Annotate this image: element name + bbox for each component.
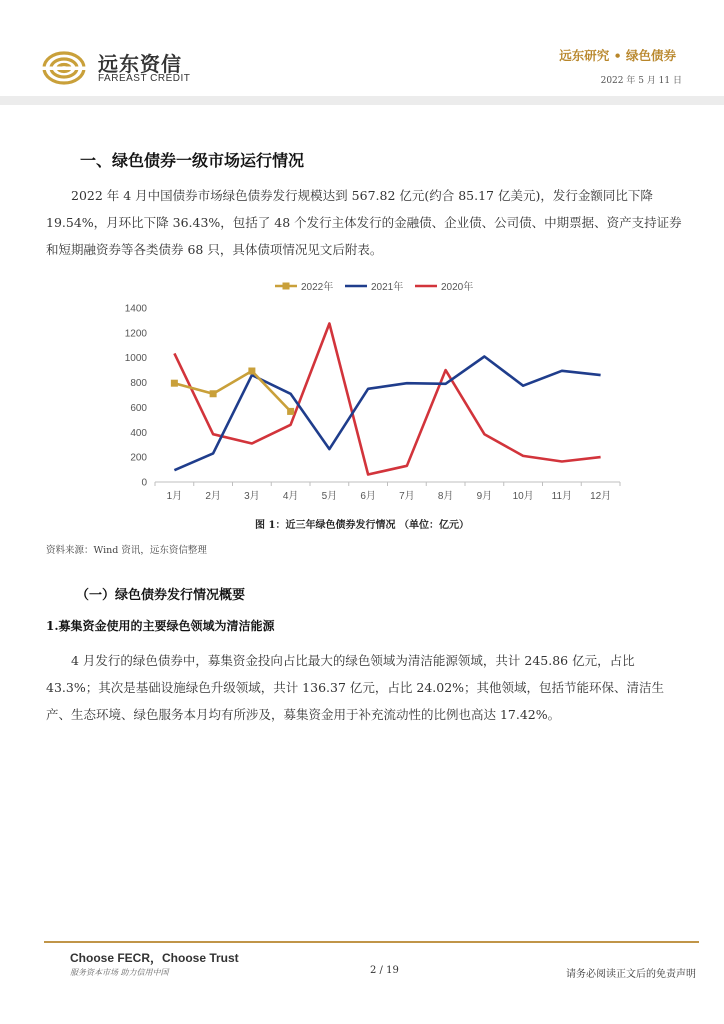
x-tick-label: 4月 (282, 491, 299, 502)
x-tick-label: 9月 (476, 491, 493, 502)
header-divider (0, 96, 724, 105)
page-number: 2 / 19 (370, 965, 399, 976)
figure-source: 资料来源：Wind 资讯，远东资信整理 (46, 545, 207, 556)
data-point-2022年 (210, 390, 217, 397)
y-tick-label: 400 (130, 427, 147, 439)
summary-paragraph (46, 647, 686, 728)
intro-paragraph (46, 182, 686, 263)
series-line-2020年 (174, 324, 600, 475)
x-tick-label: 10月 (512, 491, 534, 502)
section-heading: 一、绿色债券一级市场运行情况 (80, 151, 305, 170)
data-point-2022年 (248, 368, 255, 375)
legend-label: 2021年 (371, 282, 404, 293)
x-tick-label: 6月 (360, 491, 376, 502)
x-tick-label: 12月 (590, 491, 612, 502)
x-tick-label: 1月 (166, 491, 183, 502)
x-tick-label: 8月 (437, 491, 454, 502)
intro-paragraph-text: 2022 年 4 月中国债券市场绿色债券发行规模达到 567.82 亿元(约合 85.17 亿美元)，发行金额同比下降 19.54%，月环比下降 36.43%，包括了 48 个发行主体发行的金融债、企业债、公司债、中期票据、资产支持证券和短期融资券等各类债券 68 只，具体债项情况见文后附表。 (46, 188, 682, 257)
subsubsection-heading: 1.募集资金使用的主要绿色领域为清洁能源 (46, 619, 275, 633)
y-tick-label: 1000 (124, 353, 147, 365)
report-series-title: 远东研究 • 绿色债券 (559, 48, 676, 63)
x-tick-label: 11月 (551, 491, 573, 502)
y-tick-label: 200 (130, 452, 147, 464)
footer-slogan: Choose FECR，Choose Trust (70, 951, 239, 965)
summary-paragraph-text: 4 月发行的绿色债券中，募集资金投向占比最大的绿色领域为清洁能源领域，共计 245.86 亿元，占比 43.3%；其次是基础设施绿色升级领域，共计 136.37 亿元，占比 24.02%；其他领域，包括节能环保、清洁生产、生态环境、绿色服务本月均有所涉及，募集资金用于补充流动性的比例也高达 17.42%。 (46, 653, 665, 722)
y-tick-label: 0 (141, 477, 147, 489)
y-tick-label: 1200 (124, 328, 147, 340)
x-tick-label: 2月 (205, 491, 221, 502)
x-tick-label: 3月 (244, 491, 260, 502)
logo-english-name: FAREAST CREDIT (98, 73, 191, 84)
footer-divider (44, 941, 699, 943)
x-tick-label: 7月 (399, 491, 415, 502)
footer-tagline: 服务资本市场 助力信用中国 (70, 968, 169, 977)
y-tick-label: 1400 (124, 303, 147, 315)
legend-swatch-marker (283, 283, 290, 290)
green-bond-issuance-line-chart (100, 272, 640, 508)
subsection-heading: （一）绿色债券发行情况概要 (76, 588, 246, 603)
logo-chinese-name: 远东资信 (98, 52, 182, 76)
x-tick-label: 5月 (321, 491, 338, 502)
legend-label: 2022年 (301, 282, 334, 293)
report-date: 2022 年 5 月 11 日 (600, 76, 682, 86)
figure-caption: 图 1：近三年绿色债券发行情况 （单位：亿元） (255, 520, 469, 531)
y-tick-label: 600 (130, 402, 147, 414)
data-point-2022年 (171, 380, 178, 387)
footer-disclaimer: 请务必阅读正文后的免责声明 (566, 969, 696, 980)
y-tick-label: 800 (130, 378, 147, 390)
series-line-2021年 (174, 357, 600, 471)
data-point-2022年 (287, 408, 294, 415)
legend-label: 2020年 (441, 282, 474, 293)
